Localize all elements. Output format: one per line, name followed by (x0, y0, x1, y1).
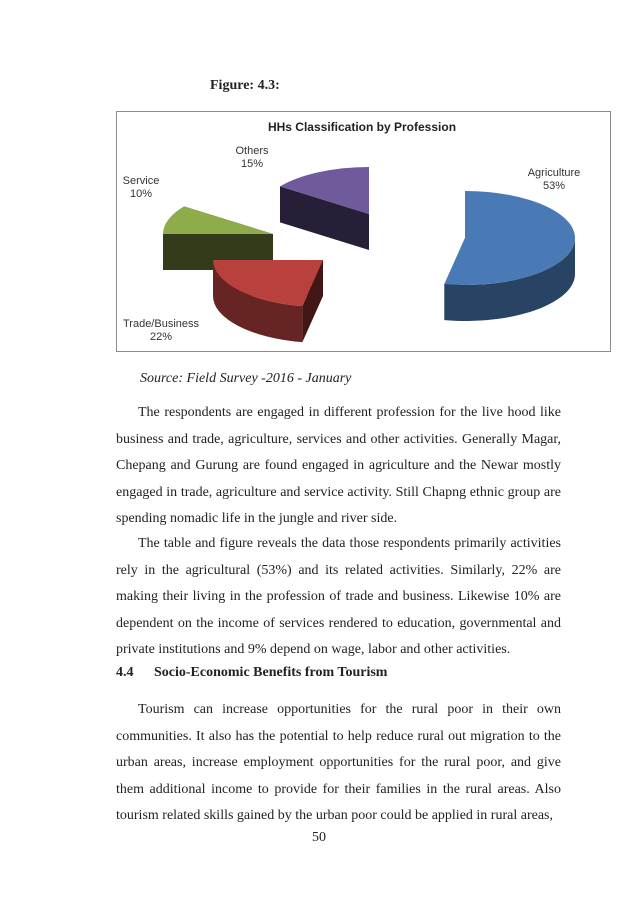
slice-value-trade-business: 22% (149, 331, 173, 343)
text-line: tourism related skills gained by the urban poor could be applied in rural areas, (116, 808, 553, 823)
slice-value-others: 15% (240, 158, 264, 170)
text-line: communities. It also has the potential to help reduce rural out migration to the (116, 728, 561, 744)
text-line: urban areas, increase employment opportunities for the rural poor, and give (116, 755, 561, 770)
slice-label-others: Others (235, 145, 269, 157)
text-line: engaged in trade, agriculture and service activity. Still Chapng ethnic group are (116, 484, 561, 500)
section-number: 4.4 (116, 665, 134, 680)
chart-title: HHs Classification by Profession (267, 120, 457, 134)
figure-source: Source: Field Survey -2016 - January (140, 371, 352, 386)
text-line: The table and figure reveals the data those respondents primarily activities (138, 536, 561, 551)
slice-value-service: 10% (129, 188, 153, 200)
text-line: Chepang and Gurung are found engaged in agriculture and the Newar mostly (116, 458, 561, 473)
text-line: business and trade, agriculture, services and other activities. Generally Magar, (116, 431, 561, 447)
text-line: spending nomadic life in the jungle and river side. (116, 511, 398, 526)
text-line: The respondents are engaged in different profession for the live hood like (138, 405, 561, 420)
text-line: dependent on the income of services rendered to education, governmental and (116, 615, 561, 631)
text-line: private institutions and 9% depend on wage, labor and other activities. (116, 642, 511, 657)
page-number: 50 (312, 830, 326, 845)
section-heading (116, 665, 387, 681)
text-line: them additional income to provide for their families in the rural areas. Also (116, 781, 561, 797)
slice-label-trade-business: Trade/Business (122, 318, 200, 330)
pie-chart (116, 111, 611, 352)
pie-slice-trade-business (213, 260, 323, 342)
text-line: Tourism can increase opportunities for the rural poor in their own (138, 702, 561, 717)
paragraph-2 (116, 531, 561, 664)
text-line: making their living in the profession of trade and business. Likewise 10% are (116, 589, 561, 604)
pie-slice-others (280, 167, 369, 250)
slice-label-agriculture: Agriculture (527, 167, 581, 179)
slice-value-agriculture: 53% (542, 180, 566, 192)
text-line: rely in the agricultural (53%) and its related activities. Similarly, 22% are (116, 562, 561, 578)
pie-slice-agriculture (444, 191, 575, 321)
figure-caption: Figure: 4.3: (210, 78, 280, 93)
pie-chart-svg (117, 112, 612, 353)
section-title: Socio-Economic Benefits from Tourism (154, 665, 388, 680)
paragraph-1 (116, 400, 561, 533)
paragraph-3 (116, 697, 561, 830)
slice-label-service: Service (122, 175, 160, 187)
